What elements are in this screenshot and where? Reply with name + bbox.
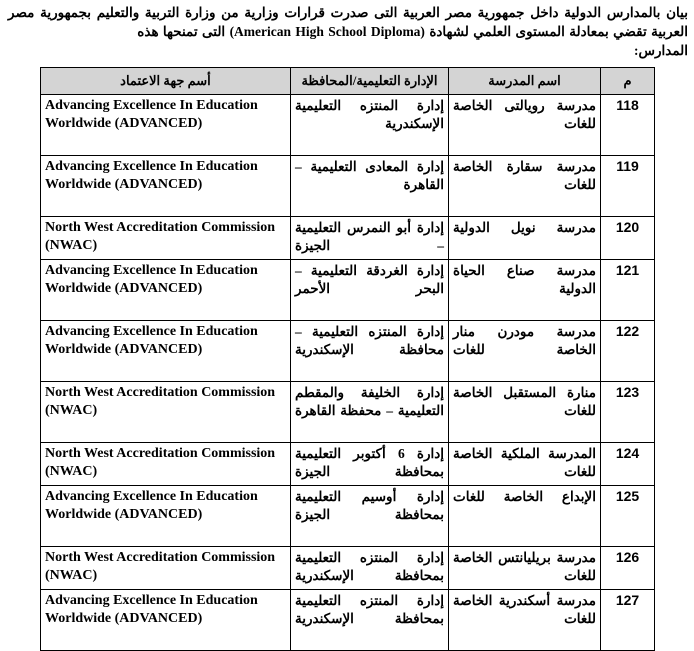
cell-administration: إدارة المنتزه التعليمية – محافظة الإسكندرية <box>291 321 449 382</box>
column-header-school-name: اسم المدرسة <box>449 68 601 95</box>
cell-accreditation-body: North West Accreditation Commission (NWAC) <box>41 382 291 443</box>
cell-school-name: مدرسة مودرن منار الخاصة للغات <box>449 321 601 382</box>
cell-accreditation-body: Advancing Excellence In Education Worldwide (ADVANCED) <box>41 590 291 651</box>
cell-number: 123 <box>601 382 655 443</box>
cell-administration: إدارة أوسيم التعليمية بمحافظة الجيزة <box>291 486 449 547</box>
intro-paragraph <box>0 0 694 41</box>
table-body <box>41 95 655 651</box>
diploma-name-latin: (American High School Diploma) <box>229 24 425 39</box>
cell-school-name: مدرسة بريليانتس الخاصة للغات <box>449 547 601 590</box>
table-row <box>41 95 655 156</box>
cell-number: 121 <box>601 260 655 321</box>
table-row <box>41 382 655 443</box>
cell-accreditation-body: Advancing Excellence In Education Worldwide (ADVANCED) <box>41 321 291 382</box>
column-header-administration: الإدارة التعليمية/المحافظة <box>291 68 449 95</box>
cell-number: 118 <box>601 95 655 156</box>
cell-school-name: المدرسة الملكية الخاصة للغات <box>449 443 601 486</box>
cell-number: 122 <box>601 321 655 382</box>
table-header-row <box>41 68 655 95</box>
table-row <box>41 486 655 547</box>
cell-administration: إدارة المعادى التعليمية – القاهرة <box>291 156 449 217</box>
cell-accreditation-body: Advancing Excellence In Education Worldwide (ADVANCED) <box>41 486 291 547</box>
schools-table <box>40 67 655 651</box>
cell-administration: إدارة 6 أكتوبر التعليمية بمحافظة الجيزة <box>291 443 449 486</box>
cell-accreditation-body: Advancing Excellence In Education Worldwide (ADVANCED) <box>41 156 291 217</box>
table-row <box>41 547 655 590</box>
cell-administration: إدارة الخليفة والمقطم التعليمية – محفظة القاهرة <box>291 382 449 443</box>
cell-school-name: مدرسة نويل الدولية <box>449 217 601 260</box>
cell-school-name: مدرسة سقارة الخاصة للغات <box>449 156 601 217</box>
intro-paragraph-tail: المدارس: <box>634 43 688 58</box>
cell-school-name: الإبداع الخاصة للغات <box>449 486 601 547</box>
cell-number: 127 <box>601 590 655 651</box>
cell-accreditation-body: North West Accreditation Commission (NWAC) <box>41 547 291 590</box>
table-row <box>41 260 655 321</box>
table-row <box>41 217 655 260</box>
table-row <box>41 321 655 382</box>
cell-number: 119 <box>601 156 655 217</box>
schools-table-container <box>41 67 655 651</box>
cell-accreditation-body: Advancing Excellence In Education Worldwide (ADVANCED) <box>41 95 291 156</box>
cell-school-name: مدرسة رويالتى الخاصة للغات <box>449 95 601 156</box>
cell-number: 126 <box>601 547 655 590</box>
table-row <box>41 443 655 486</box>
cell-number: 124 <box>601 443 655 486</box>
cell-school-name: مدرسة أسكندرية الخاصة للغات <box>449 590 601 651</box>
cell-number: 120 <box>601 217 655 260</box>
intro-text-part-2: التى تمنحها هذه <box>137 24 230 39</box>
cell-administration: إدارة الغردقة التعليمية – البحر الأحمر <box>291 260 449 321</box>
cell-school-name: منارة المستقبل الخاصة للغات <box>449 382 601 443</box>
cell-school-name: مدرسة صناع الحياة الدولية <box>449 260 601 321</box>
cell-accreditation-body: Advancing Excellence In Education Worldwide (ADVANCED) <box>41 260 291 321</box>
column-header-number: م <box>601 68 655 95</box>
cell-administration: إدارة المنتزه التعليمية بمحافظة الإسكندرية <box>291 590 449 651</box>
table-row <box>41 156 655 217</box>
cell-accreditation-body: North West Accreditation Commission (NWAC) <box>41 443 291 486</box>
cell-administration: إدارة أبو النمرس التعليمية – الجيزة <box>291 217 449 260</box>
cell-administration: إدارة المنتزه التعليمية الإسكندرية <box>291 95 449 156</box>
cell-administration: إدارة المنتزه التعليمية بمحافظة الإسكندرية <box>291 547 449 590</box>
column-header-accreditation-body: أسم جهة الاعتماد <box>41 68 291 95</box>
table-row <box>41 590 655 651</box>
cell-number: 125 <box>601 486 655 547</box>
cell-accreditation-body: North West Accreditation Commission (NWAC) <box>41 217 291 260</box>
table-header <box>41 68 655 95</box>
intro-text-part-1: بيان بالمدارس الدولية داخل جمهورية مصر العربية التى صدرت قرارات وزارية من وزارة التربية والتعليم بجمهورية مصر العربية تقضي بمعادلة المستوى العلمي لشهادة <box>8 5 688 39</box>
